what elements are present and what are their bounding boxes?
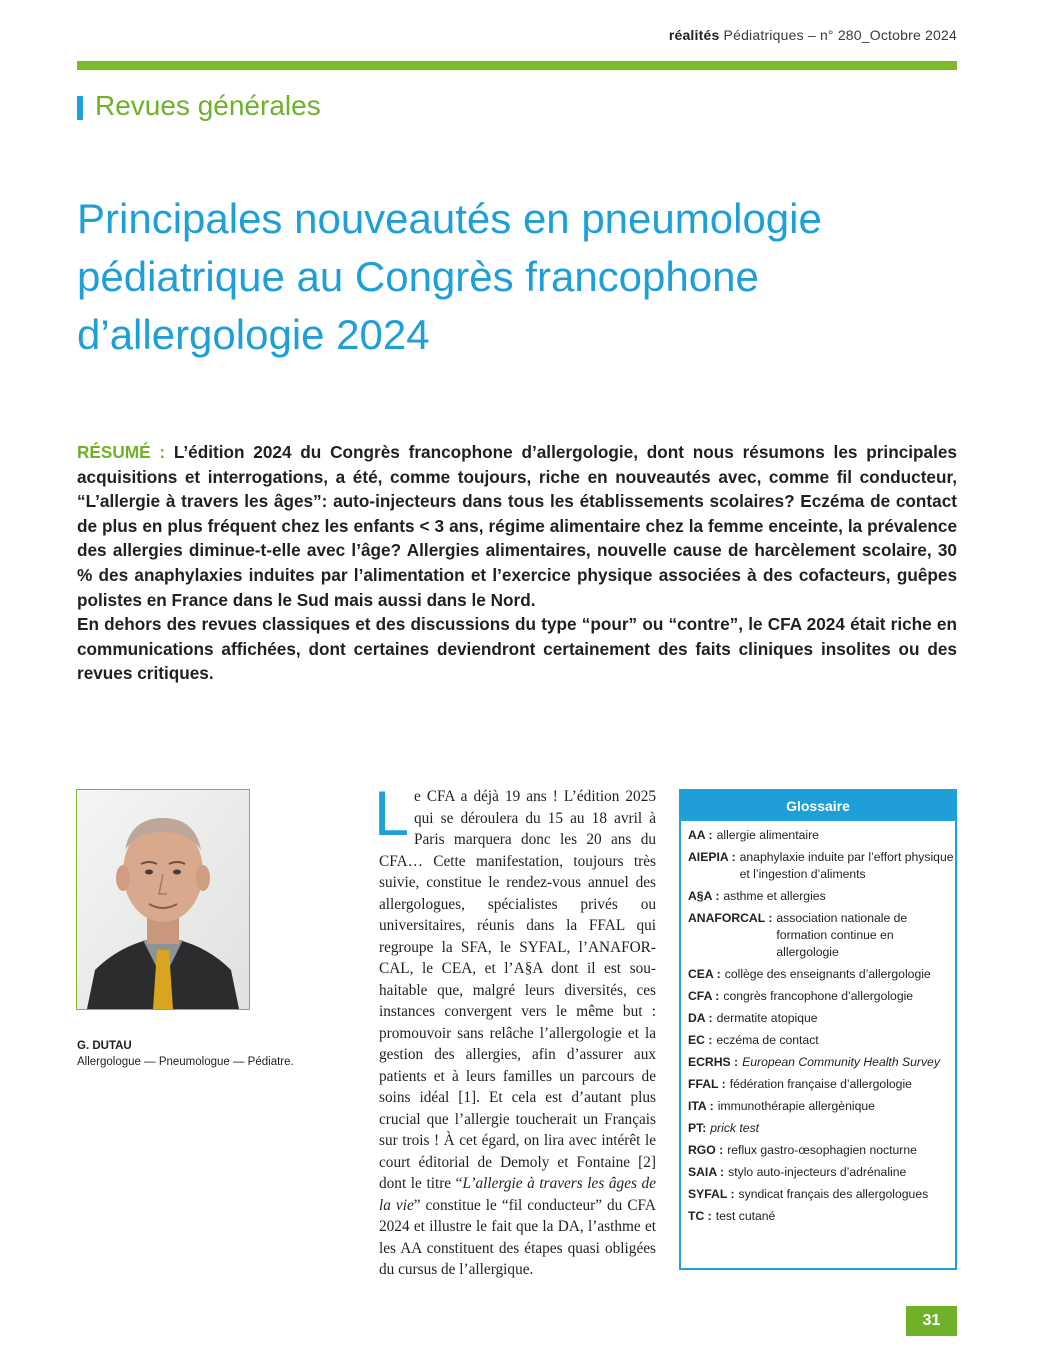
- glossary-item: [688, 1186, 955, 1203]
- glossary-definition: congrès francophone d’allergologie: [723, 989, 914, 1003]
- glossary-term: ECRHS :: [688, 1055, 739, 1069]
- issue-info: Pédiatriques – n° 280_Octobre 2024: [723, 27, 957, 43]
- glossary-item: [688, 966, 955, 983]
- glossary-term: EC :: [688, 1033, 713, 1047]
- journal-name: réalités: [668, 27, 720, 43]
- glossary-box: [679, 789, 957, 1270]
- glossary-definition: asthme et allergies: [723, 889, 826, 903]
- glossary-term: A§A :: [688, 889, 720, 903]
- running-header: [669, 27, 957, 43]
- glossary-term: ITA :: [688, 1099, 714, 1113]
- glossary-title: Glossaire: [681, 791, 955, 821]
- glossary-term: SAIA :: [688, 1165, 725, 1179]
- glossary-item: [688, 849, 955, 883]
- glossary-definition: reflux gastro-œsophagien nocturne: [727, 1143, 917, 1157]
- glossary-definition: anaphylaxie induite par l’effort physique et l’ingestion d’aliments: [739, 850, 954, 881]
- glossary-term: AA :: [688, 828, 713, 842]
- title-line: Principales nouveautés en pneumologie: [77, 195, 822, 242]
- glossary-definition: test cutané: [715, 1209, 776, 1223]
- article-title: [77, 190, 977, 364]
- page-number: 31: [906, 1306, 957, 1336]
- author-role: Allergologue — Pneumologue — Pédiatre.: [77, 1056, 294, 1068]
- glossary-term: CFA :: [688, 989, 720, 1003]
- glossary-definition: association nationale de formation continue en allergologie: [776, 911, 908, 959]
- abstract-text: L’édition 2024 du Congrès francophone d’allergologie, dont nous résumons les principales acquisitions et interrogations, a été, comme toujours, riche en nouveautés avec, comme fil conducteur, “L’allergie à travers les âges”: auto-injecteurs dans tous les établissements scolaires? Eczéma de contact de plus en plus fréquent chez les enfants < 3 ans, régime alimentaire chez la femme enceinte, la prévalence des allergies diminue-t-elle avec l’âge? Allergies alimentaires, nouvelle cause de harcèlement scolaire, 30 % des anaphylaxies induites par l’alimentation et l’exercice physique associées à des cofacteurs, guêpes polistes en France dans le Sud mais aussi dans le Nord.: [77, 442, 957, 610]
- glossary-definition: stylo auto-injecteurs d’adrénaline: [728, 1165, 907, 1179]
- body-text-a: e CFA a déjà 19 ans ! L’édition 2025 qui se déroulera du 15 au 18 avril à Paris marquera donc les 20 ans du CFA… Cette manifestation, toujours très suivie, constitue le rendez-vous annuel des allergologues, spécialistes privés ou universitaires, réunis dans la FFAL qui regroupe la SFA, le SYFAL, l’ANAFORCAL, le CEA, et l’A§A dont il est souhaitable que, malgré leurs diversités, ces instances convergent vers le même but : promouvoir sans relâche l’allergologie et la gestion des allergies, afin d’assurer aux patients et à leurs familles un parcours de soins idéal [1]. Et cela est d’autant plus crucial que l’allergie toucherait un Français sur trois ! À cet égard, on lira avec intérêt le court éditorial de Demoly et Fontaine [2] dont le titre “: [379, 788, 656, 1192]
- glossary-item: [688, 1142, 955, 1159]
- glossary-term: FFAL :: [688, 1077, 726, 1091]
- abstract-paragraph: [77, 440, 957, 612]
- author-photo: [76, 789, 250, 1010]
- glossary-item: [688, 1120, 955, 1137]
- glossary-item: [688, 888, 955, 905]
- glossary-item: [688, 827, 955, 844]
- glossary-term: DA :: [688, 1011, 713, 1025]
- section-title: Revues générales: [95, 90, 321, 121]
- glossary-definition: collège des enseignants d’allergologie: [724, 967, 931, 981]
- glossary-term: RGO :: [688, 1143, 724, 1157]
- glossary-definition: fédération française d’allergologie: [729, 1077, 912, 1091]
- glossary-term: CEA :: [688, 967, 721, 981]
- glossary-item: [688, 1098, 955, 1115]
- glossary-definition: eczéma de contact: [716, 1033, 819, 1047]
- glossary-item: [688, 910, 955, 961]
- glossary-definition: prick test: [710, 1121, 760, 1135]
- glossary-list: [681, 821, 955, 1225]
- title-line: pédiatrique au Congrès francophone: [77, 253, 759, 300]
- abstract: [77, 440, 957, 686]
- glossary-definition: immunothérapie allergènique: [717, 1099, 875, 1113]
- glossary-item: [688, 1208, 955, 1225]
- body-text-b: ” constitue le “fil conducteur” du CFA 2024 et illustre le fait que la DA, l’asthme et les AA constituent des étapes quasi obligées du cursus de l’allergique.: [379, 1196, 656, 1278]
- glossary-definition: European Community Health Survey: [742, 1055, 940, 1069]
- glossary-term: PT:: [688, 1121, 707, 1135]
- body-text: [379, 786, 656, 1281]
- section-marker: [77, 96, 83, 120]
- glossary-item: [688, 1010, 955, 1027]
- title-line: d’allergologie 2024: [77, 311, 430, 358]
- header-rule: [77, 61, 957, 70]
- glossary-item: [688, 1054, 955, 1071]
- glossary-term: AIEPIA :: [688, 850, 736, 864]
- glossary-term: SYFAL :: [688, 1187, 735, 1201]
- glossary-item: [688, 1032, 955, 1049]
- editorial-title: L’allergie à travers les âges de la vie: [379, 1175, 656, 1214]
- glossary-term: TC :: [688, 1209, 712, 1223]
- glossary-item: [688, 1164, 955, 1181]
- glossary-item: [688, 1076, 955, 1093]
- drop-cap-space: [379, 786, 414, 848]
- drop-cap: L: [374, 779, 410, 849]
- glossary-definition: syndicat français des allergologues: [738, 1187, 929, 1201]
- author-name: G. DUTAU: [77, 1040, 132, 1052]
- abstract-paragraph: En dehors des revues classiques et des discussions du type “pour” ou “contre”, le CFA 2024 était riche en communications affichées, dont certaines deviendront certainement des faits cliniques insolites ou des revues critiques.: [77, 614, 957, 684]
- glossary-definition: allergie alimentaire: [716, 828, 819, 842]
- glossary-item: [688, 988, 955, 1005]
- glossary-definition: dermatite atopique: [716, 1011, 818, 1025]
- glossary-term: ANAFORCAL :: [688, 911, 773, 925]
- abstract-label: RÉSUMÉ :: [77, 442, 166, 462]
